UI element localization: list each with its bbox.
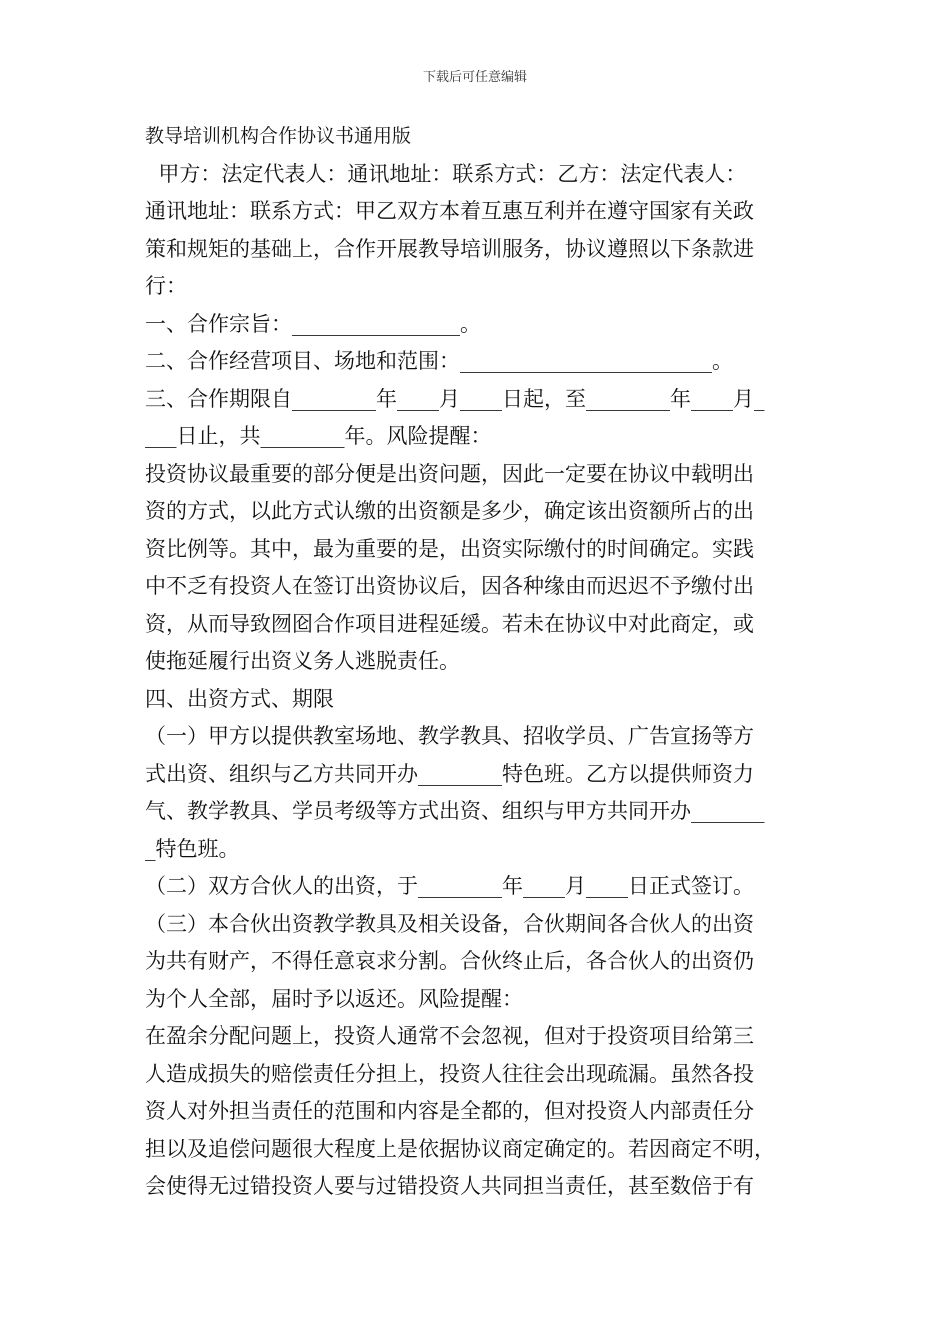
- text-line: 在盈余分配问题上，投资人通常不会忽视，但对于投资项目给第三: [145, 1024, 754, 1048]
- text-line: ___日止，共________年。风险提醒：: [145, 424, 492, 448]
- clause-line: （三）本合伙出资教学教具及相关设备，合伙期间各合伙人的出资: [145, 911, 754, 936]
- text-line: 人造成损失的赔偿责任分担上，投资人往往会出现疏漏。虽然各投: [145, 1061, 754, 1086]
- text-line: 使拖延履行出资义务人逃脱责任。: [145, 649, 460, 673]
- text-line: 资的方式，以此方式认缴的出资额是多少，确定该出资额所占的出: [145, 499, 754, 523]
- document-title: 教导培训机构合作协议书通用版: [145, 125, 412, 147]
- text-line: 会使得无过错投资人要与过错投资人共同担当责任，甚至数倍于有: [145, 1174, 754, 1198]
- clause-line: （一）甲方以提供教室场地、教学教具、招收学员、广告宣扬等方: [145, 724, 754, 748]
- section-heading: 三、合作期限自________年____月____日起，至________年____月_: [145, 386, 765, 411]
- text-line: 行：: [145, 274, 187, 298]
- section-heading: 四、出资方式、期限: [145, 686, 334, 711]
- document-body: [145, 118, 810, 1206]
- text-line: 担以及追偿问题很大程度上是依据协议商定确定的。若因商定不明，: [145, 1136, 775, 1161]
- text-line: 资，从而导致囫囵合作项目进程延缓。若未在协议中对此商定，或: [145, 611, 754, 636]
- section-heading: 一、合作宗旨：________________。: [145, 311, 481, 336]
- section-heading: 二、合作经营项目、场地和范围：________________________。: [145, 349, 733, 373]
- text-line: 资人对外担当责任的范围和内容是全都的，但对投资人内部责任分: [145, 1099, 754, 1123]
- text-line: 投资协议最重要的部分便是出资问题，因此一定要在协议中载明出: [145, 461, 754, 486]
- text-line: 资比例等。其中，最为重要的是，出资实际缴付的时间确定。实践: [145, 536, 754, 561]
- text-line: _特色班。: [145, 836, 240, 861]
- text-line: 通讯地址：联系方式：甲乙双方本着互惠互利并在遵守国家有关政: [145, 199, 754, 223]
- text-line: 策和规矩的基础上，合作开展教导培训服务，协议遵照以下条款进: [145, 236, 754, 261]
- page-header: 下载后可任意编辑: [422, 70, 527, 85]
- text-line: 式出资、组织与乙方共同开办________特色班。乙方以提供师资力: [145, 761, 754, 786]
- clause-line: （二）双方合伙人的出资，于________年____月____日正式签订。: [145, 874, 754, 898]
- text-line: 为个人全部，届时予以返还。风险提醒：: [145, 986, 523, 1011]
- text-line: 中不乏有投资人在签订出资协议后，因各种缘由而迟迟不予缴付出: [145, 574, 754, 598]
- text-line: 气、教学教具、学员考级等方式出资、组织与甲方共同开办_______: [145, 799, 765, 823]
- text-line: 为共有财产，不得任意哀求分割。合伙终止后，各合伙人的出资仍: [145, 949, 754, 973]
- text-line: 甲方：法定代表人：通讯地址：联系方式：乙方：法定代表人：: [145, 161, 747, 186]
